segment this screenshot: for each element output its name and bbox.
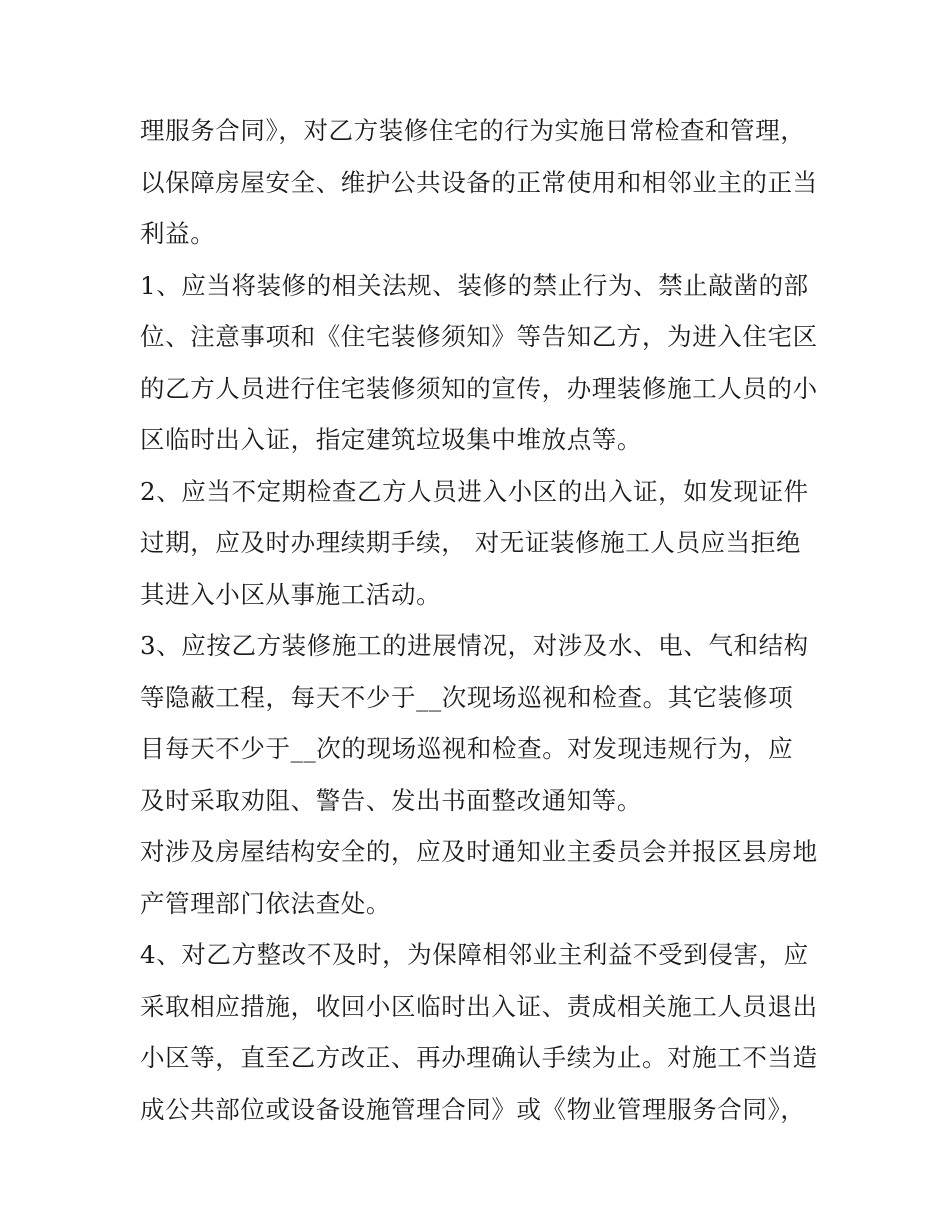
- text-line: 小区等，直至乙方改正、再办理确认手续为止。对施工不当造: [140, 1043, 818, 1072]
- text-line: 位、注意事项和《住宅装修须知》等告知乙方，为进入住宅区: [140, 322, 818, 351]
- text-line: 过期，应及时办理续期手续， 对无证装修施工人员应当拒绝: [140, 528, 801, 557]
- text-line: 3、应按乙方装修施工的进展情况，对涉及水、电、气和结构: [140, 631, 809, 660]
- text-line: 以保障房屋安全、维护公共设备的正常使用和相邻业主的正当: [140, 167, 818, 197]
- text-line: 采取相应措施，收回小区临时出入证、责成相关施工人员退出: [140, 991, 818, 1021]
- text-line: 其进入小区从事施工活动。: [140, 579, 442, 609]
- text-line: 成公共部位或设备设施管理合同》或《物业管理服务合同》，: [140, 1094, 806, 1124]
- text-line: 及时采取劝阻、警告、发出书面整改通知等。: [140, 785, 642, 815]
- text-line: 产管理部门依法查处。: [140, 888, 391, 918]
- text-line: 4、对乙方整改不及时，为保障相邻业主利益不受到侵害，应: [140, 940, 809, 969]
- text-line: 等隐蔽工程，每天不少于__次现场巡视和检查。其它装修项: [140, 682, 794, 712]
- text-line: 2、应当不定期检查乙方人员进入小区的出入证，如发现证件: [140, 476, 809, 506]
- text-line: 理服务合同》，对乙方装修住宅的行为实施日常检查和管理，: [140, 116, 806, 145]
- text-line: 利益。: [140, 219, 216, 248]
- text-line: 1、应当将装修的相关法规、装修的禁止行为、禁止敲凿的部: [140, 270, 809, 300]
- text-line: 区临时出入证，指定建筑垃圾集中堆放点等。: [140, 425, 642, 454]
- text-line: 的乙方人员进行住宅装修须知的宣传，办理装修施工人员的小: [140, 373, 818, 403]
- body-text: [140, 105, 830, 1135]
- text-line: 目每天不少于__次的现场巡视和检查。对发现违规行为，应: [140, 734, 794, 763]
- text-line: 对涉及房屋结构安全的，应及时通知业主委员会并报区县房地: [140, 837, 818, 866]
